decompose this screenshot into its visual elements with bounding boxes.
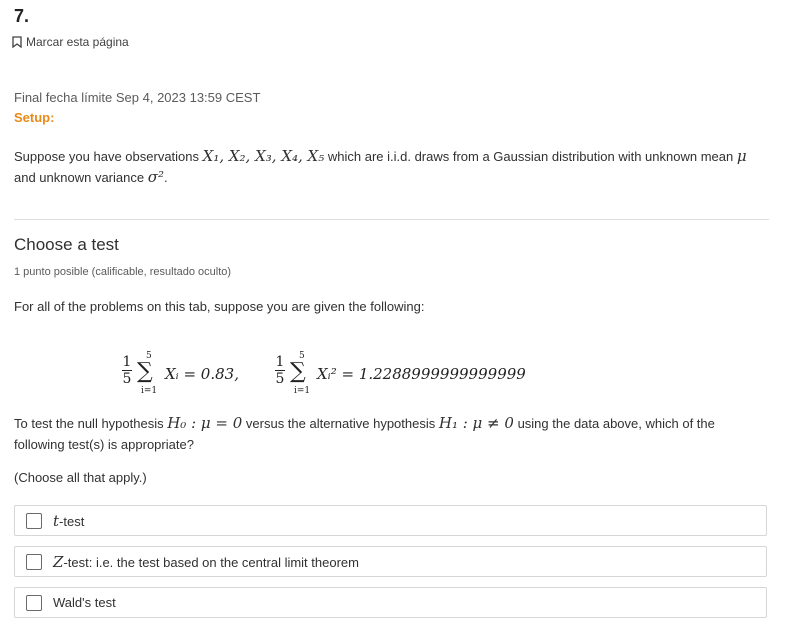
option-t-test-checkbox[interactable]: [26, 513, 42, 529]
intro-paragraph: [14, 146, 759, 188]
fraction-1-den: 5: [122, 371, 132, 387]
section-title: Choose a test: [14, 235, 119, 254]
question-middle: versus the alternative hypothesis: [242, 416, 439, 431]
option-wald-test-checkbox[interactable]: [26, 595, 42, 611]
option-t-test-label: [53, 512, 84, 530]
formula-term-1: Xᵢ = 0.83,: [165, 365, 239, 383]
option-z-test-math: Z: [53, 552, 64, 571]
intro-sigma: σ²: [147, 168, 164, 186]
option-t-test-text: -test: [59, 513, 85, 529]
sum-1-lower: i=1: [141, 386, 158, 396]
sum-2-lower: i=1: [294, 386, 311, 396]
intro-middle: which are i.i.d. draws from a Gaussian distribution with unknown mean: [324, 149, 737, 164]
option-z-test-text: -test: i.e. the test based on the central limit theorem: [63, 554, 359, 570]
option-z-test[interactable]: [14, 546, 767, 577]
question-end: using the data above, which of the following test(s) is appropriate?: [14, 416, 715, 452]
intro-before: Suppose you have observations: [14, 149, 203, 164]
intro-vars: X₁, X₂, X₃, X₄, X₅: [202, 147, 325, 165]
fraction-1-num: 1: [122, 354, 132, 370]
bookmark-icon: [12, 36, 22, 48]
question-before: To test the null hypothesis: [14, 416, 168, 431]
sum-2-upper: 5: [299, 351, 305, 361]
deadline-text: Final fecha límite Sep 4, 2023 13:59 CEST: [14, 90, 261, 105]
option-wald-test[interactable]: [14, 587, 767, 618]
choose-all-text: (Choose all that apply.): [14, 470, 147, 485]
formula-term-2: Xᵢ² = 1.2288999999999999: [317, 365, 526, 383]
option-t-test-math: t: [53, 511, 60, 530]
null-hypothesis: H₀ : μ = 0: [167, 414, 243, 432]
sum-1-upper: 5: [146, 351, 152, 361]
fraction-2-den: 5: [275, 371, 285, 387]
intro-mu: μ: [736, 147, 747, 165]
intro-end: .: [163, 170, 168, 185]
setup-label: Setup:: [14, 110, 55, 125]
fraction-2: [275, 355, 285, 386]
fraction-1: [122, 355, 132, 386]
option-t-test[interactable]: [14, 505, 767, 536]
bookmark-label: Marcar esta página: [26, 35, 129, 49]
option-z-test-label: [53, 553, 359, 571]
bookmark-button[interactable]: [12, 35, 129, 49]
option-wald-test-label: Wald's test: [53, 595, 116, 610]
alt-hypothesis: H₁ : μ ≠ 0: [438, 414, 514, 432]
given-text: For all of the problems on this tab, suppose you are given the following:: [14, 299, 425, 314]
option-z-test-checkbox[interactable]: [26, 554, 42, 570]
intro-mid2: and unknown variance: [14, 170, 148, 185]
question-text: [14, 413, 759, 455]
sum-2-symbol: ∑: [290, 359, 306, 384]
fraction-2-num: 1: [275, 354, 285, 370]
points-info: 1 punto posible (calificable, resultado oculto): [14, 266, 232, 278]
problem-number: 7.: [14, 6, 30, 26]
section-divider: [14, 219, 769, 220]
sum-1-symbol: ∑: [137, 359, 153, 384]
